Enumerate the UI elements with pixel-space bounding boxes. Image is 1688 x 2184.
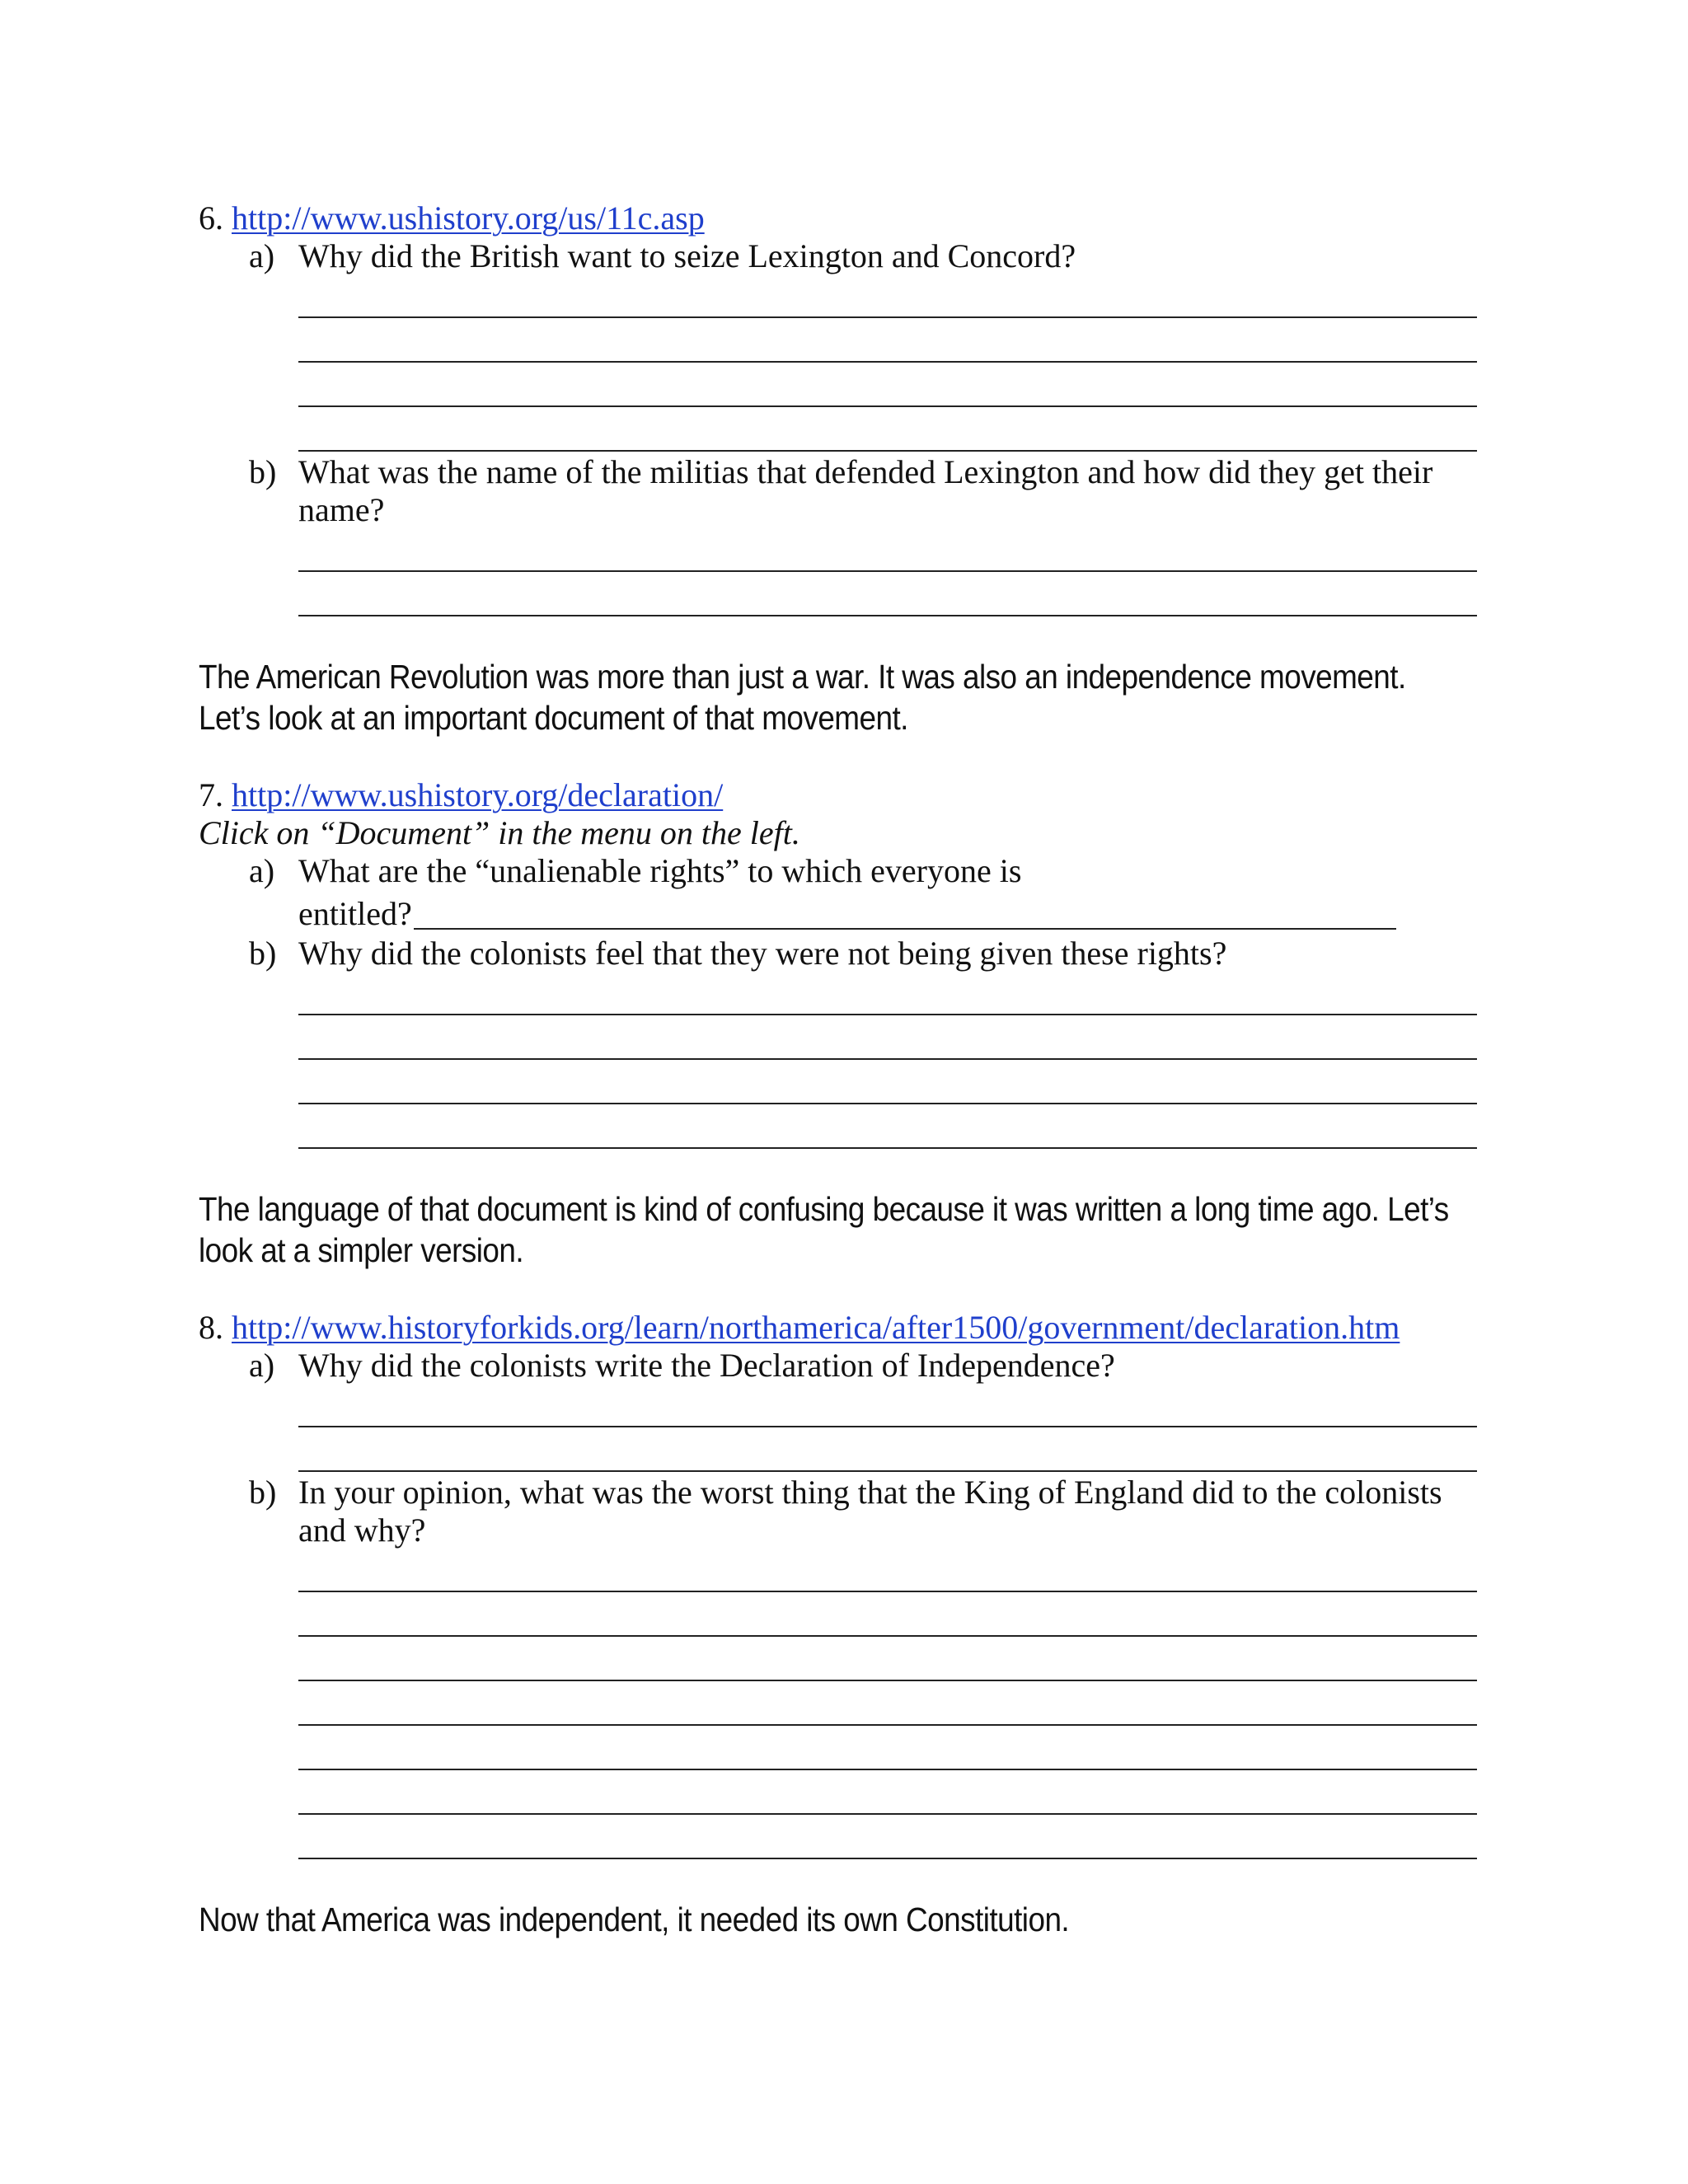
answer-line[interactable] [298,570,1477,572]
question-6-heading [199,199,705,237]
answer-line[interactable] [298,1769,1477,1770]
intro-paragraph-line2: Let’s look at an important document of that movement. [199,699,908,737]
question-8b-text-line2: and why? [298,1511,426,1549]
question-8a-marker: a) [249,1347,275,1384]
answer-line[interactable] [298,1147,1477,1149]
answer-line[interactable] [298,405,1477,407]
question-8b-text-line1: In your opinion, what was the worst thing that the King of England did to the colonists [298,1474,1442,1511]
answer-line[interactable] [298,1591,1477,1592]
question-7a-text-line1: What are the “unalienable rights” to which everyone is [298,852,1022,889]
question-6b-text-line2: name? [298,491,385,528]
question-8-number: 8. [199,1309,223,1346]
question-6a-text: Why did the British want to seize Lexington and Concord? [298,237,1076,274]
question-6b-text-line1: What was the name of the militias that defended Lexington and how did they get their [298,453,1433,490]
answer-line[interactable] [298,316,1477,318]
answer-line[interactable] [298,1058,1477,1060]
answer-line[interactable] [298,615,1477,616]
question-7-number: 7. [199,776,223,813]
answer-line[interactable] [298,1635,1477,1637]
question-7a-text-line2: entitled? [298,895,412,932]
answer-line[interactable] [414,928,1396,930]
intro-paragraph-line1: The American Revolution was more than just a war. It was also an independence movement. [199,658,1406,696]
answer-line[interactable] [298,1680,1477,1681]
question-8-link[interactable]: http://www.historyforkids.org/learn/northamerica/after1500/government/declaration.htm [232,1309,1400,1346]
answer-line[interactable] [298,1103,1477,1104]
question-8-heading [199,1309,1400,1347]
transition-paragraph-line2: look at a simpler version. [199,1231,524,1269]
question-7b-marker: b) [249,935,277,972]
closing-paragraph: Now that America was independent, it needed its own Constitution. [199,1900,1070,1938]
answer-line[interactable] [298,1858,1477,1859]
question-7-heading [199,776,723,814]
question-6-number: 6. [199,199,223,237]
question-6-link[interactable]: http://www.ushistory.org/us/11c.asp [232,199,705,237]
question-8b-marker: b) [249,1474,277,1511]
question-8a-text: Why did the colonists write the Declaration of Independence? [298,1347,1115,1384]
question-6b-marker: b) [249,453,277,490]
question-7-instruction: Click on “Document” in the menu on the left. [199,814,800,851]
question-6a-marker: a) [249,237,275,274]
answer-line[interactable] [298,450,1477,452]
question-7-link[interactable]: http://www.ushistory.org/declaration/ [232,776,724,813]
transition-paragraph-line1: The language of that document is kind of confusing because it was written a long time ago. Let’s [199,1190,1449,1228]
answer-line[interactable] [298,361,1477,363]
answer-line[interactable] [298,1470,1477,1472]
question-7b-text: Why did the colonists feel that they were not being given these rights? [298,935,1227,972]
answer-line[interactable] [298,1014,1477,1015]
answer-line[interactable] [298,1813,1477,1815]
answer-line[interactable] [298,1724,1477,1726]
answer-line[interactable] [298,1426,1477,1427]
question-7a-marker: a) [249,852,275,889]
